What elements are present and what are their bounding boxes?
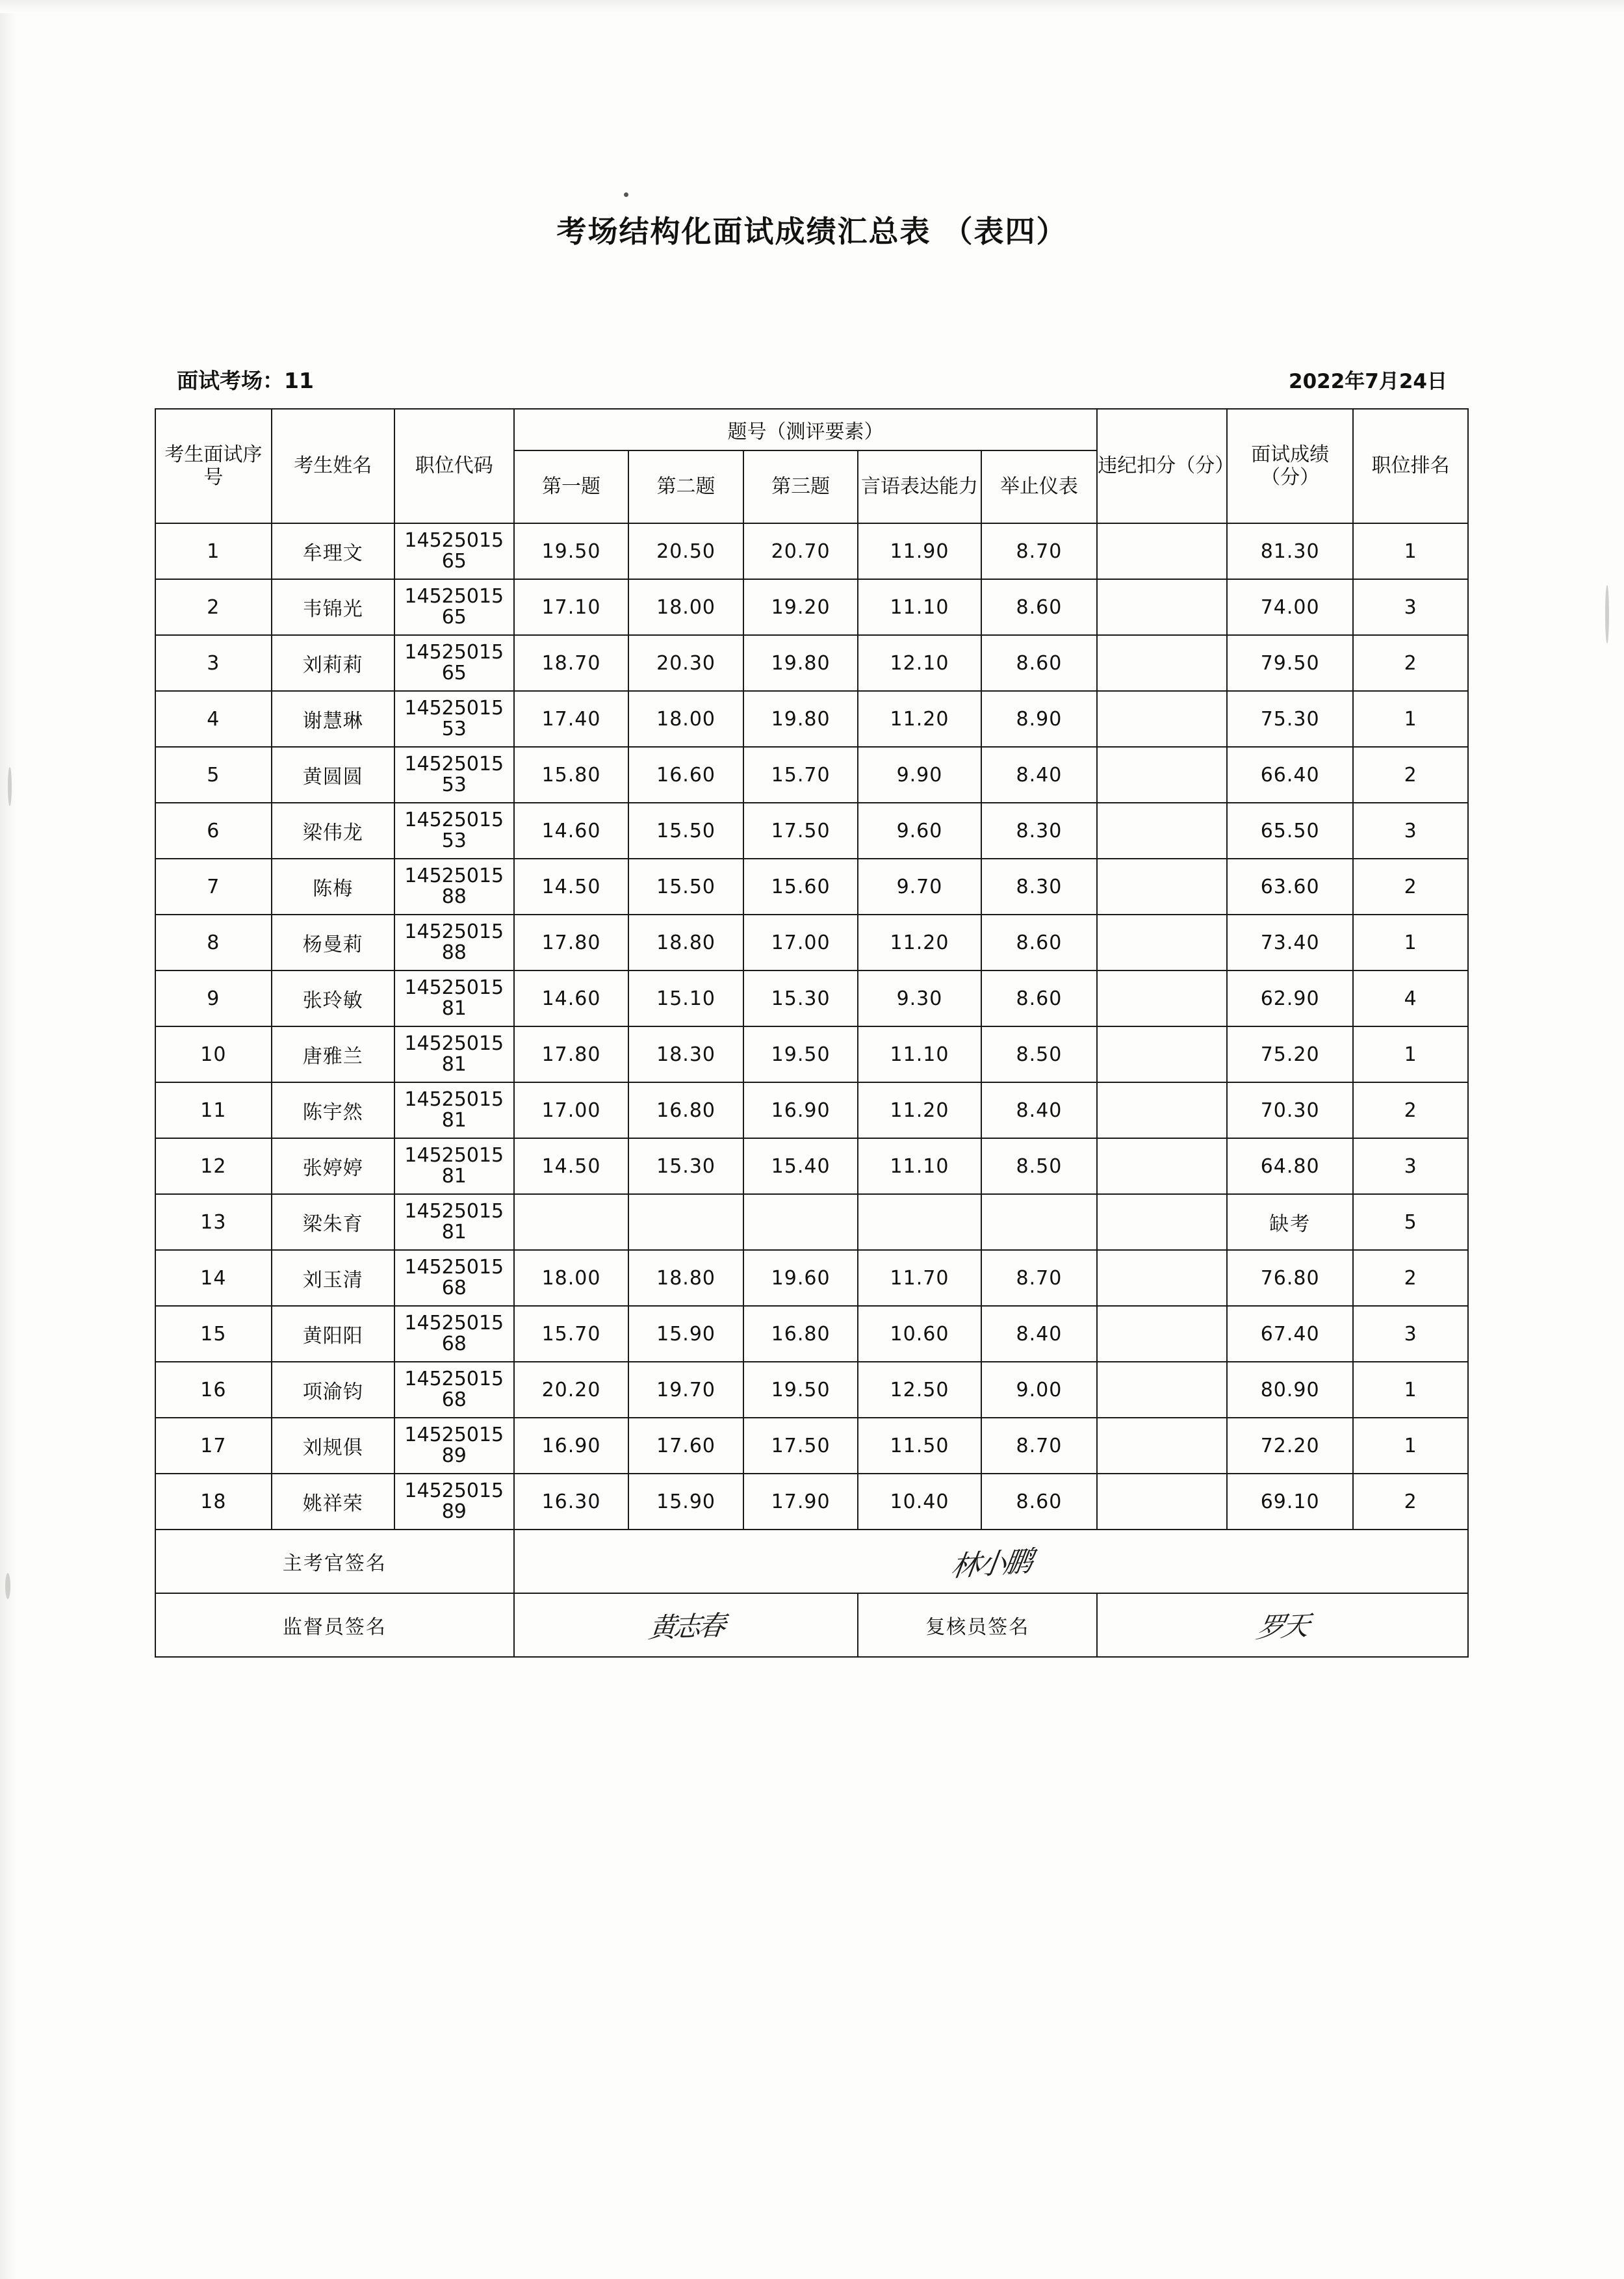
cell-q1: 16.90	[514, 1418, 629, 1474]
cell-q3: 15.40	[743, 1138, 858, 1194]
header-total: 面试成绩（分）	[1227, 409, 1353, 523]
header-q2: 第二题	[628, 450, 743, 523]
cell-speech: 11.90	[858, 523, 981, 579]
cell-q3	[743, 1194, 858, 1250]
cell-seq: 14	[155, 1250, 272, 1306]
cell-q2: 15.50	[628, 803, 743, 859]
cell-name: 刘玉清	[272, 1250, 394, 1306]
cell-position-code: 14525015 81	[394, 1194, 514, 1250]
cell-total: 80.90	[1227, 1362, 1353, 1418]
cell-rank: 2	[1353, 635, 1468, 691]
cell-total: 75.20	[1227, 1026, 1353, 1082]
table-row	[155, 1250, 1468, 1306]
cell-manner: 9.00	[981, 1362, 1098, 1418]
cell-position-code: 14525015 53	[394, 803, 514, 859]
cell-q2: 18.00	[628, 579, 743, 635]
cell-manner: 8.40	[981, 1082, 1098, 1138]
cell-penalty	[1097, 1306, 1227, 1362]
cell-name: 项渝钧	[272, 1362, 394, 1418]
cell-position-code: 14525015 88	[394, 915, 514, 970]
scan-edge-top	[0, 0, 1624, 13]
cell-seq: 11	[155, 1082, 272, 1138]
cell-penalty	[1097, 803, 1227, 859]
cell-name: 刘莉莉	[272, 635, 394, 691]
table-row	[155, 859, 1468, 915]
cell-total: 76.80	[1227, 1250, 1353, 1306]
cell-total: 75.30	[1227, 691, 1353, 747]
cell-rank: 1	[1353, 1418, 1468, 1474]
cell-q3: 15.60	[743, 859, 858, 915]
header-question-group: 题号（测评要素）	[514, 409, 1098, 450]
cell-manner	[981, 1194, 1098, 1250]
subheader	[177, 364, 1447, 395]
cell-manner: 8.60	[981, 970, 1098, 1026]
cell-speech: 11.10	[858, 579, 981, 635]
cell-q2: 17.60	[628, 1418, 743, 1474]
cell-penalty	[1097, 1138, 1227, 1194]
cell-total: 69.10	[1227, 1474, 1353, 1530]
cell-name: 陈宇然	[272, 1082, 394, 1138]
table-row	[155, 635, 1468, 691]
cell-total: 72.20	[1227, 1418, 1353, 1474]
cell-speech: 9.90	[858, 747, 981, 803]
cell-penalty	[1097, 523, 1227, 579]
cell-rank: 5	[1353, 1194, 1468, 1250]
cell-q1: 14.50	[514, 1138, 629, 1194]
cell-q1: 14.60	[514, 970, 629, 1026]
cell-position-code: 14525015 81	[394, 1082, 514, 1138]
cell-q3: 17.50	[743, 1418, 858, 1474]
table-row	[155, 915, 1468, 970]
cell-manner: 8.60	[981, 579, 1098, 635]
cell-seq: 10	[155, 1026, 272, 1082]
cell-penalty	[1097, 1250, 1227, 1306]
table-row	[155, 1082, 1468, 1138]
cell-penalty	[1097, 1474, 1227, 1530]
cell-speech: 11.10	[858, 1026, 981, 1082]
reviewer-signature: 罗天	[1254, 1609, 1311, 1644]
cell-q3: 19.50	[743, 1026, 858, 1082]
cell-seq: 8	[155, 915, 272, 970]
cell-position-code: 14525015 53	[394, 747, 514, 803]
cell-seq: 3	[155, 635, 272, 691]
cell-q2: 15.10	[628, 970, 743, 1026]
cell-q3: 19.60	[743, 1250, 858, 1306]
cell-position-code: 14525015 81	[394, 970, 514, 1026]
cell-total: 63.60	[1227, 859, 1353, 915]
cell-q2: 15.50	[628, 859, 743, 915]
cell-name: 黄阳阳	[272, 1306, 394, 1362]
cell-seq: 15	[155, 1306, 272, 1362]
cell-name: 唐雅兰	[272, 1026, 394, 1082]
header-penalty: 违纪扣分（分）	[1097, 409, 1227, 523]
cell-rank: 1	[1353, 1026, 1468, 1082]
cell-q1: 17.40	[514, 691, 629, 747]
cell-q3: 15.30	[743, 970, 858, 1026]
cell-manner: 8.40	[981, 1306, 1098, 1362]
cell-position-code: 14525015 81	[394, 1026, 514, 1082]
header-seq: 考生面试序号	[155, 409, 272, 523]
cell-q1: 17.80	[514, 1026, 629, 1082]
cell-penalty	[1097, 915, 1227, 970]
cell-position-code: 14525015 65	[394, 523, 514, 579]
cell-q1: 20.20	[514, 1362, 629, 1418]
cell-position-code: 14525015 65	[394, 579, 514, 635]
cell-seq: 4	[155, 691, 272, 747]
cell-penalty	[1097, 970, 1227, 1026]
header-q3: 第三题	[743, 450, 858, 523]
cell-rank: 3	[1353, 1138, 1468, 1194]
table-row	[155, 579, 1468, 635]
cell-position-code: 14525015 68	[394, 1362, 514, 1418]
table-row	[155, 1194, 1468, 1250]
cell-position-code: 14525015 81	[394, 1138, 514, 1194]
cell-speech: 9.70	[858, 859, 981, 915]
cell-speech: 12.50	[858, 1362, 981, 1418]
header-q1: 第一题	[514, 450, 629, 523]
cell-position-code: 14525015 89	[394, 1418, 514, 1474]
cell-seq: 16	[155, 1362, 272, 1418]
cell-q2: 20.50	[628, 523, 743, 579]
cell-q3: 19.80	[743, 691, 858, 747]
cell-q2: 18.80	[628, 915, 743, 970]
cell-position-code: 14525015 68	[394, 1250, 514, 1306]
cell-q3: 19.80	[743, 635, 858, 691]
cell-q2: 15.90	[628, 1306, 743, 1362]
cell-q1: 17.10	[514, 579, 629, 635]
cell-rank: 1	[1353, 523, 1468, 579]
cell-speech	[858, 1194, 981, 1250]
cell-total: 73.40	[1227, 915, 1353, 970]
score-summary-table	[155, 408, 1469, 1658]
cell-q2: 18.00	[628, 691, 743, 747]
cell-penalty	[1097, 579, 1227, 635]
cell-name: 陈梅	[272, 859, 394, 915]
header-name: 考生姓名	[272, 409, 394, 523]
cell-seq: 6	[155, 803, 272, 859]
cell-q1: 18.00	[514, 1250, 629, 1306]
cell-speech: 9.60	[858, 803, 981, 859]
title-dot-mark	[624, 192, 628, 197]
cell-q3: 19.50	[743, 1362, 858, 1418]
reviewer-signature-cell	[1097, 1593, 1468, 1657]
cell-rank: 3	[1353, 579, 1468, 635]
cell-seq: 9	[155, 970, 272, 1026]
document-date: 2022年7月24日	[1289, 370, 1447, 393]
cell-rank: 1	[1353, 915, 1468, 970]
cell-total: 62.90	[1227, 970, 1353, 1026]
cell-q2: 16.80	[628, 1082, 743, 1138]
cell-penalty	[1097, 691, 1227, 747]
cell-q1: 17.80	[514, 915, 629, 970]
cell-seq: 13	[155, 1194, 272, 1250]
cell-seq: 18	[155, 1474, 272, 1530]
supervisor-label: 监督员签名	[155, 1593, 514, 1657]
page-title: 考场结构化面试成绩汇总表 （表四）	[556, 214, 1068, 249]
cell-seq: 12	[155, 1138, 272, 1194]
cell-rank: 2	[1353, 1082, 1468, 1138]
header-rank: 职位排名	[1353, 409, 1468, 523]
table-row	[155, 1306, 1468, 1362]
cell-total: 70.30	[1227, 1082, 1353, 1138]
cell-seq: 5	[155, 747, 272, 803]
cell-speech: 11.10	[858, 1138, 981, 1194]
cell-seq: 2	[155, 579, 272, 635]
cell-position-code: 14525015 88	[394, 859, 514, 915]
cell-speech: 10.40	[858, 1474, 981, 1530]
cell-speech: 11.20	[858, 915, 981, 970]
cell-name: 梁伟龙	[272, 803, 394, 859]
cell-manner: 8.90	[981, 691, 1098, 747]
cell-manner: 8.70	[981, 1250, 1098, 1306]
cell-rank: 2	[1353, 859, 1468, 915]
cell-speech: 11.20	[858, 1082, 981, 1138]
header-position-code: 职位代码	[394, 409, 514, 523]
cell-rank: 1	[1353, 1362, 1468, 1418]
cell-q2: 20.30	[628, 635, 743, 691]
cell-total: 缺考	[1227, 1194, 1353, 1250]
cell-speech: 12.10	[858, 635, 981, 691]
cell-seq: 7	[155, 859, 272, 915]
exam-room-label: 面试考场：11	[177, 368, 314, 393]
cell-q3: 17.50	[743, 803, 858, 859]
cell-total: 67.40	[1227, 1306, 1353, 1362]
cell-position-code: 14525015 89	[394, 1474, 514, 1530]
cell-total: 65.50	[1227, 803, 1353, 859]
cell-name: 黄圆圆	[272, 747, 394, 803]
cell-rank: 4	[1353, 970, 1468, 1026]
chief-examiner-signature: 林小鹏	[948, 1544, 1033, 1584]
cell-q3: 16.80	[743, 1306, 858, 1362]
cell-rank: 3	[1353, 1306, 1468, 1362]
cell-position-code: 14525015 53	[394, 691, 514, 747]
cell-q2: 16.60	[628, 747, 743, 803]
table-row	[155, 1138, 1468, 1194]
cell-penalty	[1097, 1194, 1227, 1250]
cell-seq: 17	[155, 1418, 272, 1474]
chief-examiner-signature-cell	[514, 1530, 1468, 1593]
cell-manner: 8.70	[981, 1418, 1098, 1474]
cell-manner: 8.60	[981, 635, 1098, 691]
cell-name: 张婷婷	[272, 1138, 394, 1194]
cell-speech: 11.50	[858, 1418, 981, 1474]
scan-speck	[8, 767, 12, 806]
cell-name: 韦锦光	[272, 579, 394, 635]
table-row	[155, 1026, 1468, 1082]
cell-manner: 8.50	[981, 1026, 1098, 1082]
cell-name: 刘规俱	[272, 1418, 394, 1474]
cell-name: 杨曼莉	[272, 915, 394, 970]
cell-total: 74.00	[1227, 579, 1353, 635]
reviewer-label: 复核员签名	[858, 1593, 1097, 1657]
cell-rank: 3	[1353, 803, 1468, 859]
cell-rank: 2	[1353, 1474, 1468, 1530]
cell-q3: 15.70	[743, 747, 858, 803]
header-manner: 举止仪表	[981, 450, 1098, 523]
table-row	[155, 1418, 1468, 1474]
cell-penalty	[1097, 1082, 1227, 1138]
cell-rank: 2	[1353, 1250, 1468, 1306]
cell-name: 姚祥荣	[272, 1474, 394, 1530]
cell-total: 66.40	[1227, 747, 1353, 803]
cell-position-code: 14525015 65	[394, 635, 514, 691]
cell-penalty	[1097, 1418, 1227, 1474]
cell-manner: 8.30	[981, 859, 1098, 915]
table-row	[155, 747, 1468, 803]
cell-q1	[514, 1194, 629, 1250]
cell-speech: 11.20	[858, 691, 981, 747]
cell-name: 梁朱育	[272, 1194, 394, 1250]
cell-manner: 8.50	[981, 1138, 1098, 1194]
cell-speech: 9.30	[858, 970, 981, 1026]
cell-manner: 8.60	[981, 1474, 1098, 1530]
cell-total: 64.80	[1227, 1138, 1353, 1194]
cell-penalty	[1097, 859, 1227, 915]
cell-total: 81.30	[1227, 523, 1353, 579]
cell-q2: 15.90	[628, 1474, 743, 1530]
scan-edge-left	[0, 0, 17, 2279]
table-row	[155, 523, 1468, 579]
cell-penalty	[1097, 747, 1227, 803]
scan-speck	[5, 1573, 10, 1599]
table-row	[155, 803, 1468, 859]
cell-name: 张玲敏	[272, 970, 394, 1026]
cell-q2: 15.30	[628, 1138, 743, 1194]
cell-name: 牟理文	[272, 523, 394, 579]
cell-q1: 14.50	[514, 859, 629, 915]
cell-q1: 14.60	[514, 803, 629, 859]
cell-rank: 2	[1353, 747, 1468, 803]
cell-q3: 17.90	[743, 1474, 858, 1530]
cell-q2: 19.70	[628, 1362, 743, 1418]
supervisor-signature: 黄志春	[647, 1609, 725, 1644]
cell-manner: 8.70	[981, 523, 1098, 579]
cell-q3: 19.20	[743, 579, 858, 635]
cell-seq: 1	[155, 523, 272, 579]
cell-manner: 8.40	[981, 747, 1098, 803]
cell-q1: 18.70	[514, 635, 629, 691]
scan-speck	[1605, 585, 1609, 644]
cell-speech: 10.60	[858, 1306, 981, 1362]
cell-rank: 1	[1353, 691, 1468, 747]
cell-position-code: 14525015 68	[394, 1306, 514, 1362]
cell-q3: 17.00	[743, 915, 858, 970]
chief-examiner-label: 主考官签名	[155, 1530, 514, 1593]
cell-name: 谢慧琳	[272, 691, 394, 747]
cell-q1: 15.70	[514, 1306, 629, 1362]
cell-speech: 11.70	[858, 1250, 981, 1306]
table-row	[155, 1362, 1468, 1418]
table-row	[155, 970, 1468, 1026]
cell-q1: 16.30	[514, 1474, 629, 1530]
cell-q1: 19.50	[514, 523, 629, 579]
cell-manner: 8.60	[981, 915, 1098, 970]
cell-q3: 20.70	[743, 523, 858, 579]
cell-q3: 16.90	[743, 1082, 858, 1138]
cell-q1: 17.00	[514, 1082, 629, 1138]
cell-q2: 18.80	[628, 1250, 743, 1306]
cell-penalty	[1097, 1362, 1227, 1418]
table-row	[155, 691, 1468, 747]
cell-penalty	[1097, 635, 1227, 691]
cell-q2: 18.30	[628, 1026, 743, 1082]
cell-total: 79.50	[1227, 635, 1353, 691]
cell-manner: 8.30	[981, 803, 1098, 859]
cell-q1: 15.80	[514, 747, 629, 803]
cell-q2	[628, 1194, 743, 1250]
header-speech: 言语表达能力	[858, 450, 981, 523]
cell-penalty	[1097, 1026, 1227, 1082]
